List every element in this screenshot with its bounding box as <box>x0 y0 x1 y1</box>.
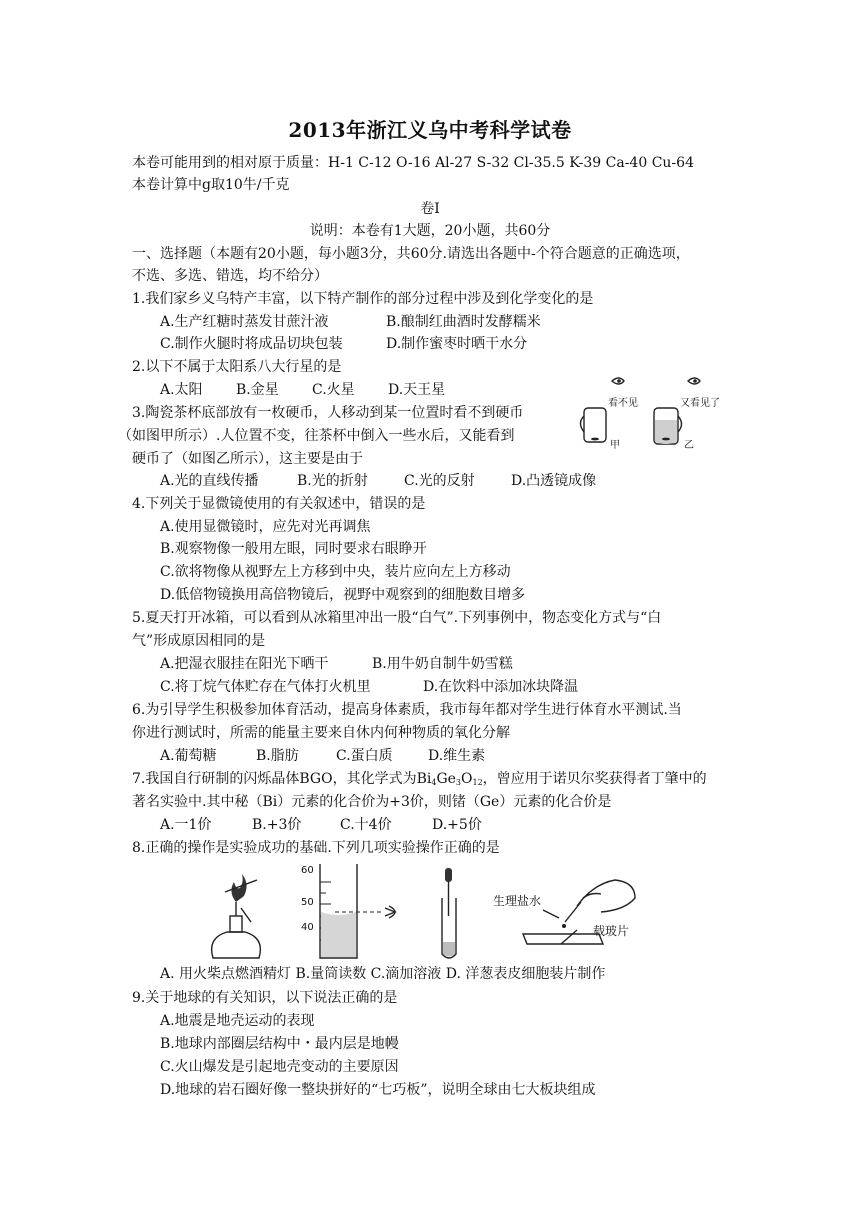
option-c: C.火星 <box>312 382 355 398</box>
option-c: C.光的反射 <box>404 473 475 489</box>
q7-text-pre: 7.我国自行研制的闪烁晶体BGO，其化学式为Bi <box>132 771 432 787</box>
question-6-stem-cont: 你进行测试时，所需的能量主要来自休内何种物质的氧化分解 <box>132 725 510 741</box>
label-cannot-see: 看不见 <box>608 398 638 409</box>
option-b: B.+3价 <box>252 817 302 833</box>
option-a: A.生产红糖时蒸发甘蔗汁液 <box>160 314 329 330</box>
option-d: D.在饮料中添加冰块降温 <box>423 679 579 695</box>
gravity-note: 本卷计算中g取10牛/千克 <box>132 177 290 193</box>
question-8-caption: A. 用火柴点燃酒精灯 B.量筒读数 C.滴加溶液 D. 洋葱表皮细胞装片制作 <box>160 966 606 982</box>
section-name: 卷I <box>420 201 440 217</box>
option-c: C.欲将物像从视野左上方移到中央，装片应向左上方移动 <box>160 564 511 580</box>
section-note: 说明：本卷有1大题，20小题，共60分 <box>309 223 551 239</box>
option-b: B.光的折射 <box>297 473 368 489</box>
question-3-stem-cont: （如图甲所示）.人位置不变，往茶杯中倒入一些水后，又能看到 <box>118 428 515 444</box>
q7-sub-bi: 4 <box>431 778 437 787</box>
alcohol-lamp-icon <box>212 874 261 958</box>
option-a: A.一1价 <box>160 817 212 833</box>
question-5-stem-cont: 气”形成原因相同的是 <box>132 633 266 649</box>
label-cup-yi: 乙 <box>684 440 694 451</box>
question-7-stem <box>132 770 707 792</box>
question-5-options-row1 <box>160 655 513 673</box>
option-a: A.光的直线传播 <box>160 473 259 489</box>
option-a: A.太阳 <box>160 382 203 398</box>
cylinder-mark-50: 50 <box>301 897 314 908</box>
question-9-stem: 9.关于地球的有关知识，以下说法正确的是 <box>132 990 398 1006</box>
option-c: C.十4价 <box>340 817 392 833</box>
option-d: D.凸透镜成像 <box>511 473 597 489</box>
option-c: C.蛋白质 <box>336 748 393 764</box>
question-5-options-row2 <box>160 678 578 696</box>
option-a: A.把湿衣服挂在阳光下晒干 <box>160 656 329 672</box>
coin-cup-figure <box>572 372 732 450</box>
question-2-stem: 2.以下不属于太阳系八大行星的是 <box>132 359 342 375</box>
question-7-stem-cont: 著名实验中.其中秘（Bi）元素的化合价为+3价，则锗（Ge）元素的化合价是 <box>132 794 612 810</box>
question-3-options <box>160 472 596 490</box>
option-c: C.制作火腿时将成品切块包装 <box>160 336 343 352</box>
option-d: D.地球的岩石圈好像一整块拼好的“七巧板”，说明全球由七大板块组成 <box>160 1082 596 1098</box>
dropper-test-tube-icon <box>442 868 456 958</box>
cylinder-mark-60: 60 <box>301 865 314 876</box>
option-d: D.低倍物镜换用高倍物镜后，视野中观察到的细胞数目增多 <box>160 587 526 603</box>
coin-cup-drawing <box>572 372 732 450</box>
question-1-options-row1 <box>160 313 541 331</box>
question-3-stem-cont2: 硬币了（如图乙所示），这主要是由于 <box>132 451 363 467</box>
q7-ge: Ge <box>436 771 456 787</box>
question-8-stem: 8.正确的操作是实验成功的基础.下列几项实验操作正确的是 <box>132 840 500 856</box>
question-5-stem: 5.夏天打开冰箱，可以看到从冰箱里冲出一股“白气”.下列事例中，物态变化方式与“白 <box>132 610 662 626</box>
label-see-again: 又看见了 <box>680 398 720 409</box>
option-d: D.制作蜜枣时晒干水分 <box>386 336 528 352</box>
page-title: 2013年浙江义乌中考科学试卷 <box>288 118 572 142</box>
label-cup-jia: 甲 <box>610 440 620 451</box>
option-a: A.使用显微镜时，应先对光再调焦 <box>160 519 371 535</box>
option-d: D.+5价 <box>432 817 482 833</box>
option-b: B.地球内部圈层结构中・最内层是地幔 <box>160 1036 399 1052</box>
lab-operations-drawing <box>205 858 685 962</box>
option-b: B.用牛奶自制牛奶雪糕 <box>372 656 513 672</box>
option-a: A.地震是地壳运动的表现 <box>160 1013 315 1029</box>
section-heading: 一、选择题（本题有20小题，每小题3分，共60分.请选出各题中-个符合题意的正确选项， <box>132 246 690 262</box>
atomic-masses-note: 本卷可能用到的相对原于质量：H-1 C-12 O-16 Al-27 S-32 Cl-35.5 K-39 Ca-40 Cu-64 <box>132 155 694 171</box>
cylinder-mark-40: 40 <box>301 922 314 933</box>
measuring-cylinder-icon <box>320 864 395 958</box>
label-slide: 载玻片 <box>593 924 630 938</box>
question-6-options <box>160 747 485 765</box>
option-b: B.金星 <box>236 382 279 398</box>
option-b: B.脂肪 <box>256 748 299 764</box>
q7-o: O <box>461 771 473 787</box>
q7-sub-ge: 3 <box>455 778 461 787</box>
question-4-stem: 4.下列关于显微镜使用的有关叙述中，错误的是 <box>132 496 426 512</box>
option-a: A.葡萄糖 <box>160 748 217 764</box>
question-2-options <box>160 381 445 399</box>
lab-operations-figure <box>205 858 685 962</box>
q7-text-post: ，曾应用于诺贝尔奖获得者丁肇中的 <box>482 771 707 787</box>
option-c: C.将丁烷气体贮存在气体打火机里 <box>160 679 371 695</box>
option-c: C.火山爆发是引起地壳变动的主要原因 <box>160 1059 399 1075</box>
q7-sub-o: 12 <box>472 778 483 787</box>
option-b: B.酿制红曲酒时发酵糯米 <box>386 314 541 330</box>
section-heading-cont: 不选、多选、错选，均不给分） <box>132 268 328 284</box>
option-d: D.天王星 <box>388 382 446 398</box>
question-3-stem: 3.陶瓷茶杯底部放有一枚硬币，人移动到某一位置时看不到硬币 <box>132 405 524 421</box>
question-1-options-row2 <box>160 335 527 353</box>
label-saline: 生理盐水 <box>493 894 542 908</box>
question-1-stem: 1.我们家乡义乌特产丰富，以下特产制作的部分过程中涉及到化学变化的是 <box>132 291 594 307</box>
option-d: D.维生素 <box>428 748 486 764</box>
option-b: B.观察物像一般用左眼，同时要求右眼睁开 <box>160 541 427 557</box>
question-7-options <box>160 816 482 834</box>
question-6-stem: 6.为引导学生积极参加体育活动，提高身体素质，我市每年都对学生进行体育水平测试.当 <box>132 702 682 718</box>
